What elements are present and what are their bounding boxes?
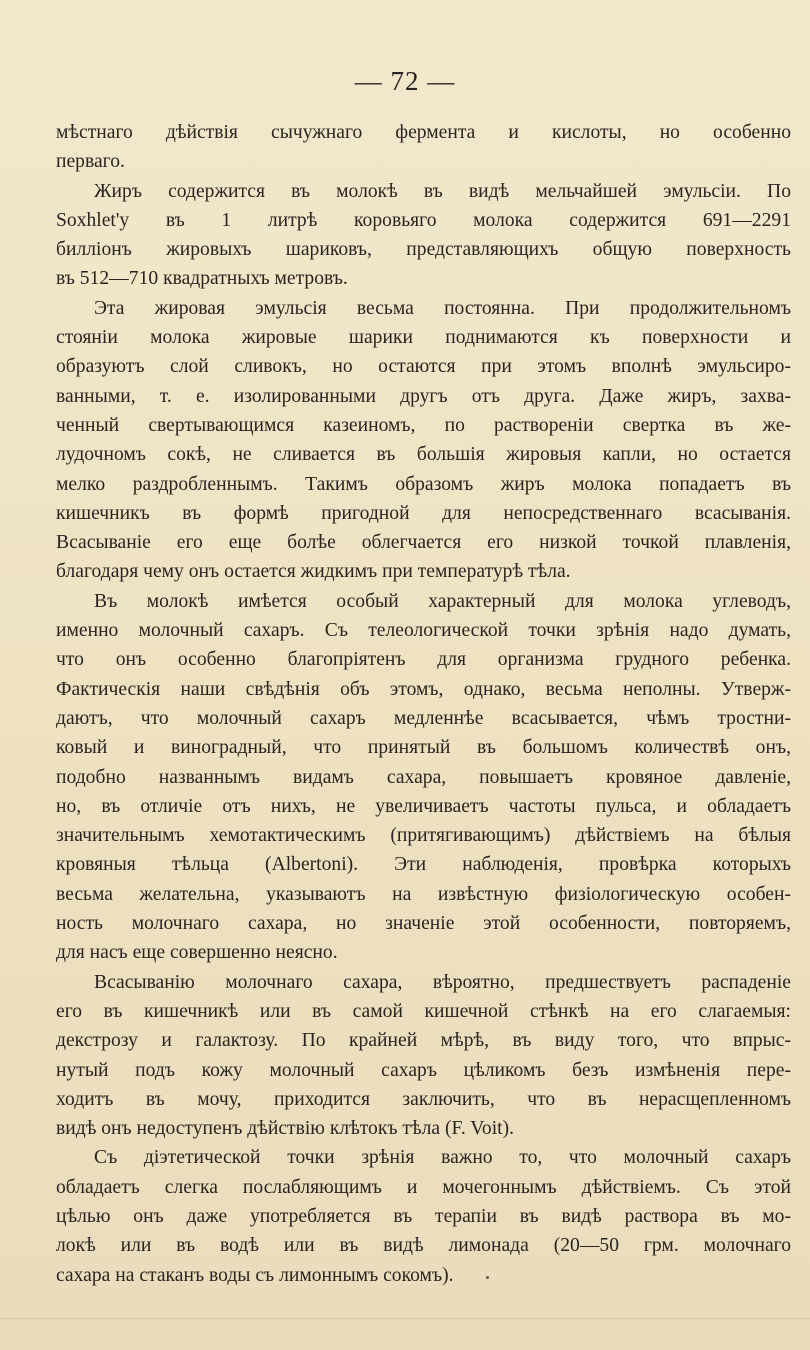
paragraph [56,1143,791,1289]
ink-speck [486,1276,489,1279]
text-line: его въ кишечникѣ или въ самой кишечной стѣнкѣ на его слагаемыя: [56,1000,791,1022]
text-line: ковый и виноградный, что принятый въ большомъ количествѣ онъ, [56,737,791,759]
text-line: Жиръ содержится въ молокѣ въ видѣ мельчайшей эмульсіи. По [94,180,791,202]
text-line: подобно названнымъ видамъ сахара, повышаетъ кровяное давленіе, [56,766,791,788]
page-number: — 72 — [354,66,456,96]
text-line: благодаря чему онъ остается жидкимъ при температурѣ тѣла. [56,561,571,583]
text-line: образуютъ слой сливокъ, но остаются при этомъ вполнѣ эмульсиро- [56,356,791,378]
paragraph [56,587,791,968]
text-line: ходитъ въ мочу, приходится заключить, что въ нерасщепленномъ [56,1088,791,1110]
paragraph [56,118,791,177]
text-line: кровяныя тѣльца (Albertoni). Эти наблюденія, провѣрка которыхъ [56,854,791,876]
page-edge-line [0,1318,810,1319]
text-line: ванными, т. е. изолированными другъ отъ друга. Даже жиръ, захва- [56,385,791,407]
text-line: Эта жировая эмульсія весьма постоянна. При продолжительномъ [94,297,791,319]
text-line: видѣ онъ недоступенъ дѣйствію клѣтокъ тѣла (F. Voit). [56,1118,515,1140]
text-line: Съ діэтетической точки зрѣнія важно то, что молочный сахаръ [94,1147,791,1169]
text-line: стояніи молока жировые шарики поднимаются къ поверхности и [56,327,791,349]
text-line: Всасыванію молочнаго сахара, вѣроятно, предшествуетъ распаденіе [94,971,791,993]
text-line: кишечникъ въ формѣ пригодной для непосредственнаго всасыванія. [56,502,791,524]
text-line: цѣлью онъ даже употребляется въ терапіи въ видѣ раствора въ мо- [56,1205,791,1227]
text-line: лудочномъ сокѣ, не сливается въ большія жировыя капли, но остается [56,444,791,466]
text-line: обладаетъ слегка послабляющимъ и мочегоннымъ дѣйствіемъ. Съ этой [56,1176,791,1198]
paragraph [56,177,791,294]
text-line: локѣ или въ водѣ или въ видѣ лимонада (20—50 грм. молочнаго [56,1235,791,1257]
text-line: именно молочный сахаръ. Съ телеологической точки зрѣнія надо думать, [56,620,791,642]
text-line: декстрозу и галактозу. По крайней мѣрѣ, въ виду того, что впрыс- [56,1030,791,1052]
text-line: въ 512—710 квадратныхъ метровъ. [56,268,348,290]
text-line: билліонъ жировыхъ шариковъ, представляющихъ общую поверхность [56,239,791,261]
text-line: ность молочнаго сахара, но значеніе этой особенности, повторяемъ, [56,913,791,935]
text-line: перваго. [56,151,125,173]
text-line: Фактическія наши свѣдѣнія объ этомъ, однако, весьма неполны. Утверж- [56,678,791,700]
text-line: ченный свертывающимся казеиномъ, по раствореніи свертка въ же- [56,414,791,436]
text-line: для насъ еще совершенно неясно. [56,942,338,964]
text-line: Soxhlet'у въ 1 литрѣ коровьяго молока содержится 691—2291 [56,209,791,231]
text-line: весьма желательна, указываютъ на извѣстную физіологическую особен- [56,883,791,905]
text-line: нутый подъ кожу молочный сахаръ цѣликомъ безъ измѣненія пере- [56,1059,791,1081]
text-line: но, въ отличіе отъ нихъ, не увеличиваетъ частоты пульса, и обладаетъ [56,795,791,817]
paragraph [56,968,791,1144]
text-line: Всасываніе его еще болѣе облегчается его низкой точкой плавленія, [56,532,791,554]
body-text [56,118,791,1290]
text-line: мѣстнаго дѣйствія сычужнаго фермента и кислоты, но особенно [56,122,791,143]
text-line: сахара на стаканъ воды съ лимоннымъ сокомъ). [56,1264,454,1286]
paragraph [56,294,791,587]
text-line: Въ молокѣ имѣется особый характерный для молока углеводъ, [94,590,791,612]
text-line: что онъ особенно благопріятенъ для организма грудного ребенка. [56,649,791,671]
text-line: даютъ, что молочный сахаръ медленнѣе всасывается, чѣмъ тростни- [56,707,791,729]
text-line: мелко раздробленнымъ. Такимъ образомъ жиръ молока попадаетъ въ [56,473,791,495]
text-line: значительнымъ хемотактическимъ (притягивающимъ) дѣйствіемъ на бѣлыя [56,825,791,847]
